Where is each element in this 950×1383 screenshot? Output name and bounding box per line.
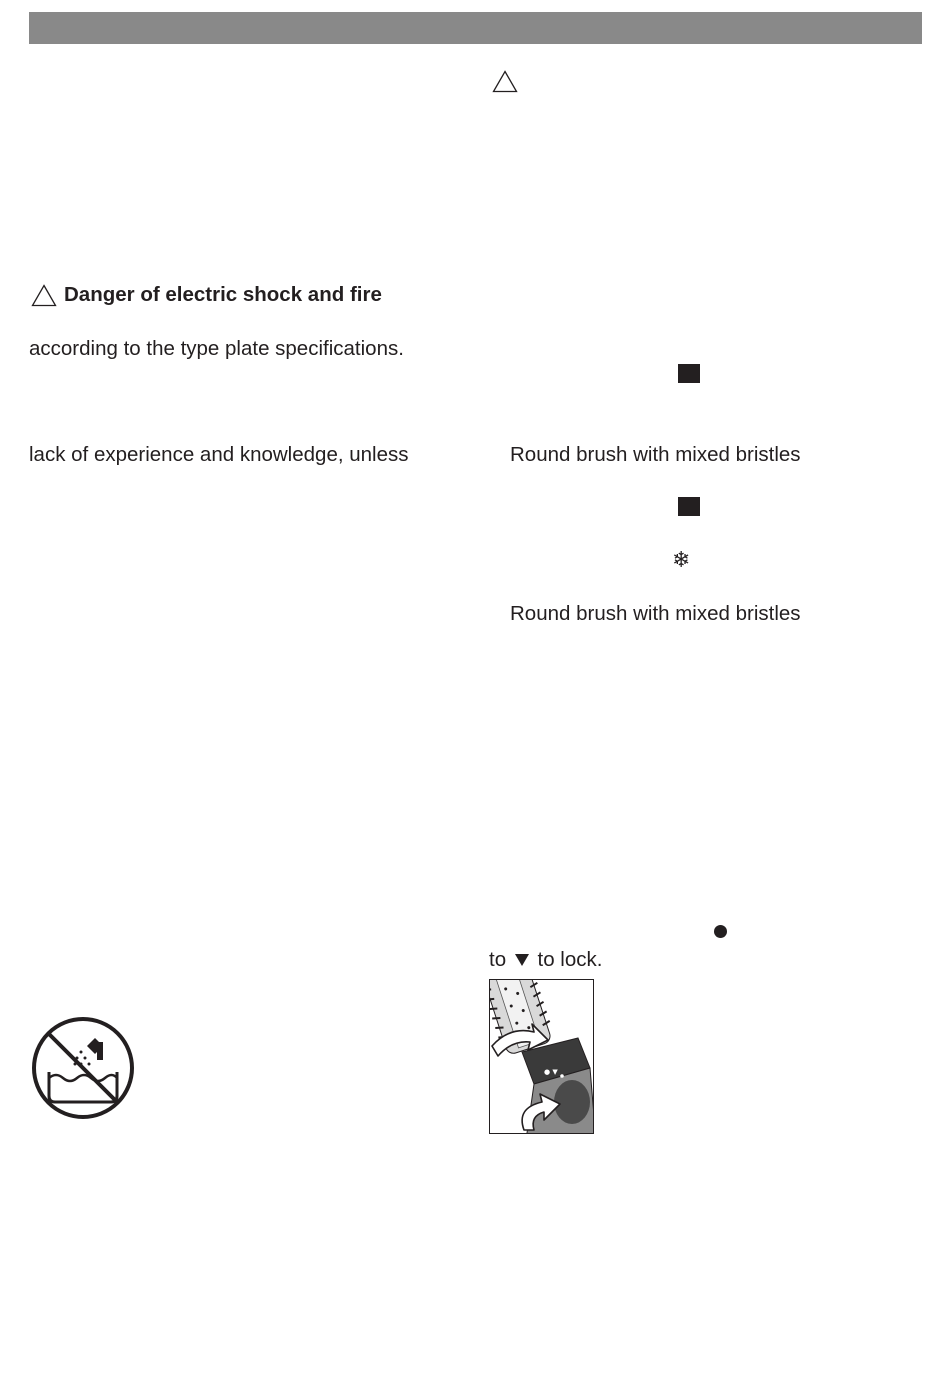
warning-triangle-icon [31,284,57,307]
no-bath-water-icon [31,1016,135,1120]
black-square-icon [678,364,700,383]
safety-heading: Danger of electric shock and fire [64,283,382,306]
brush-label: Round brush with mixed bristles [510,443,801,466]
body-text-line: lack of experience and knowledge, unless [29,443,409,466]
lock-instruction [489,948,602,972]
warning-triangle-icon [492,70,518,93]
down-triangle-icon [514,953,530,967]
body-text-line: according to the type plate specifications. [29,337,404,360]
snowflake-icon: ❄ [672,548,691,573]
brush-attachment-illustration [489,979,594,1134]
black-square-icon [678,497,700,516]
brush-attachment-drawing [490,980,593,1133]
brush-label: Round brush with mixed bristles [510,602,801,625]
filled-circle-icon [714,925,727,938]
lock-suffix: to lock. [537,948,603,971]
header-bar [29,12,922,44]
lock-prefix: to [489,948,507,971]
svg-text:● ▼: ● ▼ [544,1068,558,1076]
